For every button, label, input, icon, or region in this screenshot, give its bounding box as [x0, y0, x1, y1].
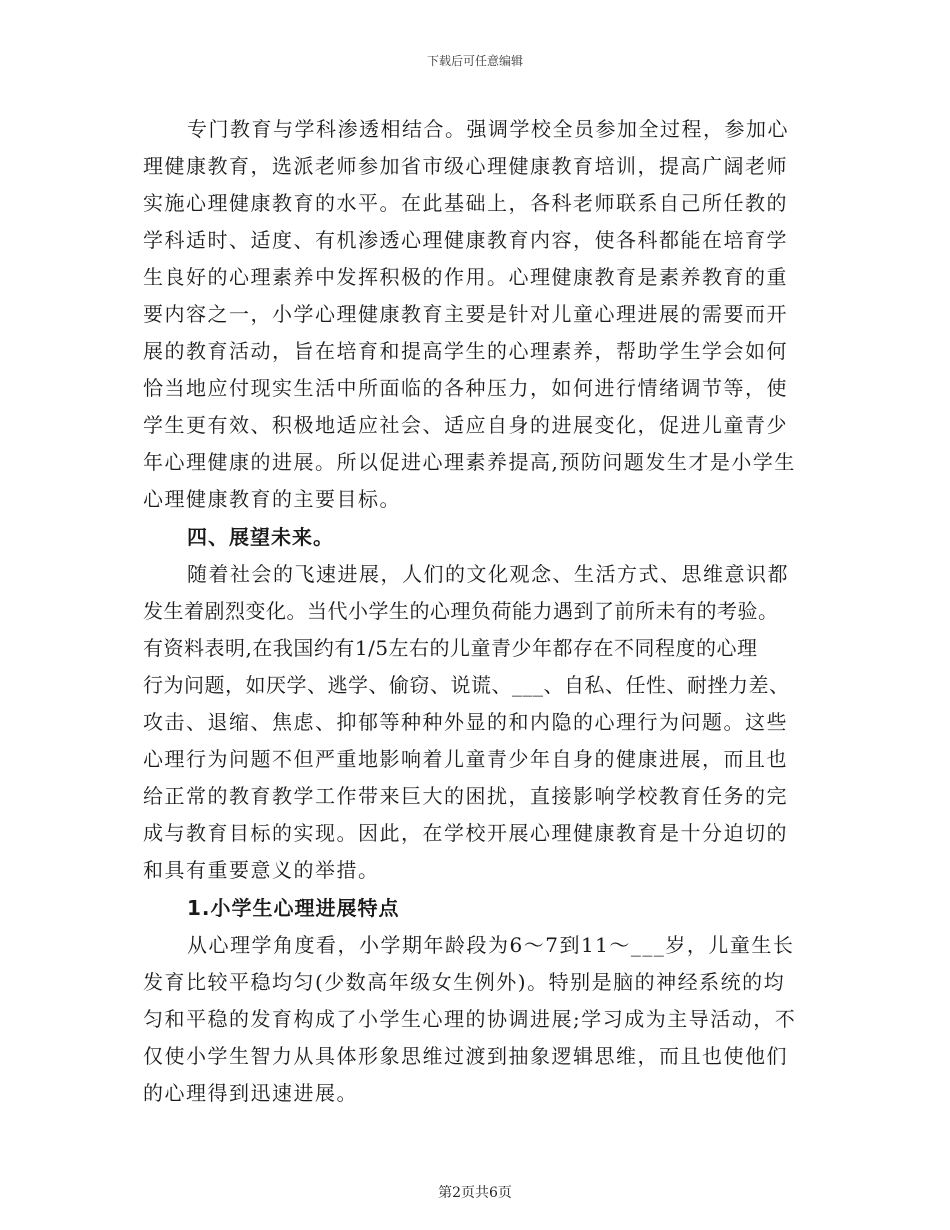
text-line: 学生更有效、积极地适应社会、适应自身的进展变化，促进儿童青少	[143, 413, 788, 437]
text-line: 从心理学角度看，小学期年龄段为6～7到11～___岁，儿童生长	[187, 933, 795, 957]
text-line: 学科适时、适度、有机渗透心理健康教育内容，使各科都能在培育学	[143, 228, 788, 252]
text-line: 随着社会的飞速进展，人们的文化观念、生活方式、思维意识都	[187, 562, 789, 586]
page-footer: 第2页共6页	[438, 1185, 512, 1201]
text-line: 匀和平稳的发育构成了小学生心理的协调进展;学习成为主导活动，不	[143, 1007, 797, 1031]
paragraph-psychology-perspective	[143, 927, 828, 1112]
text-line: 实施心理健康教育的水平。在此基础上，各科老师联系自己所任教的	[143, 191, 788, 215]
page-header: 下载后可任意编辑	[426, 54, 523, 68]
section-heading-outlook: 四、展望未来。	[187, 525, 334, 549]
text-line: 要内容之一，小学心理健康教育主要是针对儿童心理进展的需要而开	[143, 302, 788, 326]
text-line: 展的教育活动，旨在培育和提高学生的心理素养，帮助学生学会如何	[143, 339, 788, 363]
text-line: 仅使小学生智力从具体形象思维过渡到抽象逻辑思维，而且也使他们	[143, 1044, 788, 1068]
paragraph-social-change	[143, 556, 828, 889]
text-line: 心理健康教育的主要目标。	[143, 487, 401, 511]
text-line: 有资料表明,在我国约有1/5左右的儿童青少年都存在不同程度的心理	[143, 636, 758, 660]
text-line: 生良好的心理素养中发挥积极的作用。心理健康教育是素养教育的重	[143, 265, 788, 289]
text-line: 的心理得到迅速进展。	[143, 1081, 358, 1105]
text-line: 行为问题，如厌学、逃学、偷窃、说谎、___、自私、任性、耐挫力差、	[143, 673, 790, 697]
text-line: 理健康教育，选派老师参加省市级心理健康教育培训，提高广阔老师	[143, 154, 788, 178]
paragraph-school-staff-participation	[143, 111, 828, 518]
text-line: 成与教育目标的实现。因此，在学校开展心理健康教育是十分迫切的	[143, 821, 788, 845]
text-line: 年心理健康的进展。所以促进心理素养提高,预防问题发生才是小学生	[143, 450, 796, 474]
text-line: 发生着剧烈变化。当代小学生的心理负荷能力遇到了前所未有的考验。	[143, 599, 779, 623]
text-line: 心理行为问题不但严重地影响着儿童青少年自身的健康进展，而且也	[143, 747, 788, 771]
text-line: 攻击、退缩、焦虑、抑郁等种种外显的和内隐的心理行为问题。这些	[143, 710, 788, 734]
text-line: 恰当地应付现实生活中所面临的各种压力，如何进行情绪调节等，使	[143, 376, 788, 400]
text-line: 专门教育与学科渗透相结合。强调学校全员参加全过程，参加心	[187, 117, 789, 141]
text-line: 和具有重要意义的举措。	[143, 858, 380, 882]
text-line: 给正常的教育教学工作带来巨大的困扰，直接影响学校教育任务的完	[143, 784, 788, 808]
text-line: 发育比较平稳均匀(少数高年级女生例外)。特别是脑的神经系统的均	[143, 970, 786, 994]
section-heading-development-traits: 1.小学生心理进展特点	[187, 896, 400, 920]
document-body	[143, 111, 828, 1112]
